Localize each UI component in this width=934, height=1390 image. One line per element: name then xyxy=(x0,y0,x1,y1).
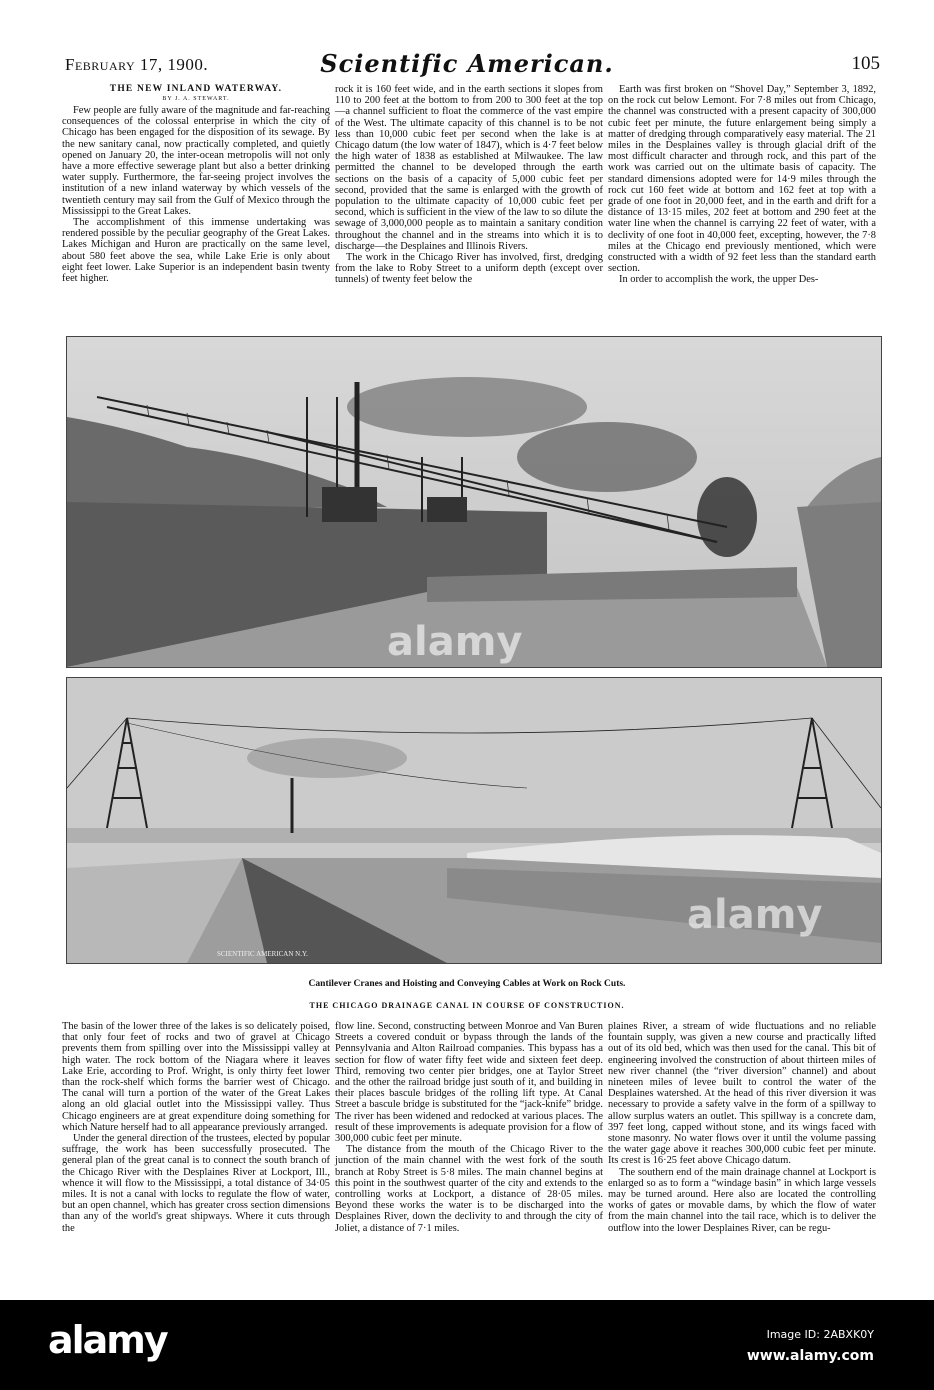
paragraph: Few people are fully aware of the magnitude and far-reaching consequences of the colossal enterprise in which the city of Chicago has been engaged for the disposition of its sewage. By the new sanitary canal, now practically completed, and quietly opened on January 20, the inter-ocean metropolis will not only have a more effective sewerage plant but also a better drinking water supply. Furthermore, the far-seeing project involves the institution of a new inland waterway by which vessels of the twentieth century may sail from the Gulf of Mexico through the Mississippi to the Great Lakes. xyxy=(62,105,330,217)
issue-date: February 17, 1900. xyxy=(65,55,209,74)
paragraph: The southern end of the main drainage channel at Lockport is enlarged so as to form a “windage basin” in which large vessels may be turned around. Here also are located the controlling works of gates or movable dams, by which the flow of water from the main channel into the tail race, which is to deliver the outflow into the lower Desplaines River, can be regu- xyxy=(608,1166,876,1234)
illustration-cantilever-crane xyxy=(66,336,882,668)
paragraph: The distance from the mouth of the Chicago River to the junction of the main channel with the west fork of the south branch at Roby Street is 5·8 miles. The main channel begins at this point in the southwest quarter of the city and extends to the controlling works at Lockport, a distance of 28·05 miles. Beyond these works the water is to be discharged into the Desplaines River, down the declivity to and through the city of Joliet, a distance of 7·1 miles. xyxy=(335,1144,603,1234)
paragraph: The work in the Chicago River has involved, first, dredging from the lake to Roby Street to a uniform depth (except over tunnels) of twenty feet below the xyxy=(335,252,603,286)
paragraph: Earth was first broken on “Shovel Day,” September 3, 1892, on the rock cut below Lemont. For 7·8 miles out from Chicago, the channel was constructed with a present capacity of 300,000 cubic feet per minute, the future enlargement being simply a matter of dredging through comparatively easy material. The 21 miles in the Desplaines valley is through glacial drift of the most difficult character and through rock, and this part of the work was carried out on the ultimate basis of capacity. The standard dimensions adopted were for 14·9 miles through the rock cut 160 feet wide at bottom and 162 feet at top with a grade of one foot in 20,000 feet, and in the earth and drift for a distance of 13·15 miles, 202 feet at bottom and 290 feet at the water line when the channel is carrying 22 feet of water, with a declivity of one foot in 40,000 feet, excepting, however, the 7·8 miles at the Chicago end previously mentioned, which were constructed with a width of 92 feet less than the standard earth section. xyxy=(608,84,876,275)
article-column-3 xyxy=(608,84,876,286)
paragraph: In order to accomplish the work, the upper Des- xyxy=(619,274,819,286)
paragraph: rock it is 160 feet wide, and in the earth sections it slopes from 110 to 200 feet at the bottom to from 200 to 300 feet at the top—a channel sufficient to float the commerce of the vast empire of the West. The ultimate capacity of this channel is to be not less than 10,000 cubic feet per second when the lake is at Chicago datum (the low water of 1847), which is 4·7 feet below the high water of 1838 as established at Milwaukee. The law permitted the channel to be developed through the earth sections on the basis of a capacity of 5,000 cubic feet per second, provided that the same is enlarged with the growth of population to the ultimate capacity of 10,000 cubic feet per second, which is sufficient in the view of the law to so dilute the sewage of 3,000,000 people as to maintain a sanitary condition throughout the channel and in the streams into which it is to discharge—the Desplaines and Illinois Rivers. xyxy=(335,84,603,252)
paragraph: flow line. Second, constructing between Monroe and Van Buren Streets a covered conduit or bypass through the lands of the Pennsylvania and Alton Railroad companies. This bypass has a section for flow of water fifty feet wide and sixteen feet deep. Third, removing two center pier bridges, one at Taylor Street and the other the railroad bridge just south of it, and building in their places bascule bridges of the rolling lift type. At Canal Street a bascule bridge is substituted for the “jack-knife” bridge. The river has been widened and redocked at various places. The result of these improvements is adequate provision for a flow of 300,000 cubic feet per minute. xyxy=(335,1021,603,1145)
engraver-credit: SCIENTIFIC AMERICAN N.Y. xyxy=(217,950,308,958)
paragraph: The accomplishment of this immense undertaking was rendered possible by the peculiar geography of the Great Lakes. Lakes Michigan and Huron are practically on the same level, about 580 feet above the sea, while Lake Erie is only about eight feet lower. Lake Superior is an independent basin twenty feet higher. xyxy=(62,217,330,285)
article-column-1 xyxy=(62,84,330,284)
paragraph: plaines River, a stream of wide fluctuations and no reliable fountain supply, was given a new course and practically lifted out of its old bed, which was then used for the canal. This bit of engineering involved the construction of about thirteen miles of new river channel (the “river diversion” channel) and about nineteen miles of levee built to control the water of the Desplaines watershed. At the head of this river diversion it was necessary to provide a safety valve in the form of a spillway to allow surplus waters an outlet. This spillway is a concrete dam, 397 feet long, capped without stone, and its wings faced with stone masonry. No water flows over it until the volume passing the water gage above it reaches 300,000 cubic feet per minute. Its crest is 16·25 feet above Chicago datum. xyxy=(608,1021,876,1167)
paragraph: Under the general direction of the trustees, elected by popular suffrage, the work has been successfully prosecuted. The general plan of the great canal is to connect the south branch of the Chicago River with the Desplaines River at Lockport, Ill., whence it will flow to the Mississippi, a total distance of 34·05 miles. It is not a canal with locks to regulate the flow of water, but an open channel, which has greater cross section dimensions than any of the world's great shipways. Where it cuts through the xyxy=(62,1133,330,1234)
article-column-4 xyxy=(62,1021,330,1234)
figure-caption: Cantilever Cranes and Hoisting and Conveying Cables at Work on Rock Cuts. xyxy=(308,979,626,989)
site-url: www.alamy.com xyxy=(746,1348,874,1364)
article-headline: THE NEW INLAND WATERWAY. xyxy=(109,84,283,94)
figure-title: THE CHICAGO DRAINAGE CANAL IN COURSE OF CONSTRUCTION. xyxy=(309,1001,625,1010)
article-column-5 xyxy=(335,1021,603,1234)
publication-title: Scientific American. xyxy=(320,49,614,78)
watermark-logo: alamy xyxy=(687,892,823,938)
watermark-logo: alamy xyxy=(387,619,523,665)
page-number: 105 xyxy=(851,53,880,74)
image-id: Image ID: 2ABXK0Y xyxy=(766,1328,874,1341)
article-column-6 xyxy=(608,1021,876,1234)
alamy-logo: alamy xyxy=(48,1318,167,1362)
stock-watermark-bar xyxy=(0,1300,934,1390)
article-column-2 xyxy=(335,84,603,286)
illustration-conveying-cables xyxy=(66,677,882,964)
article-byline: BY J. A. STEWART. xyxy=(162,96,230,102)
paragraph: The basin of the lower three of the lakes is so delicately poised, that only four feet of rocks and two of gravel at Chicago prevents them from spilling over into the Mississippi valley at high water. The rock bottom of the Niagara where it leaves Lake Erie, according to Prof. Wright, is only thirty feet lower than the rock-shelf which forms the barrier west of Chicago. The canal will turn a portion of the water of the Great Lakes along an old glacial outlet into the Mississippi valley. Thus Chicago engineers are at great expenditure doing something for which Nature herself had to all appearance previously arranged. xyxy=(62,1021,330,1133)
